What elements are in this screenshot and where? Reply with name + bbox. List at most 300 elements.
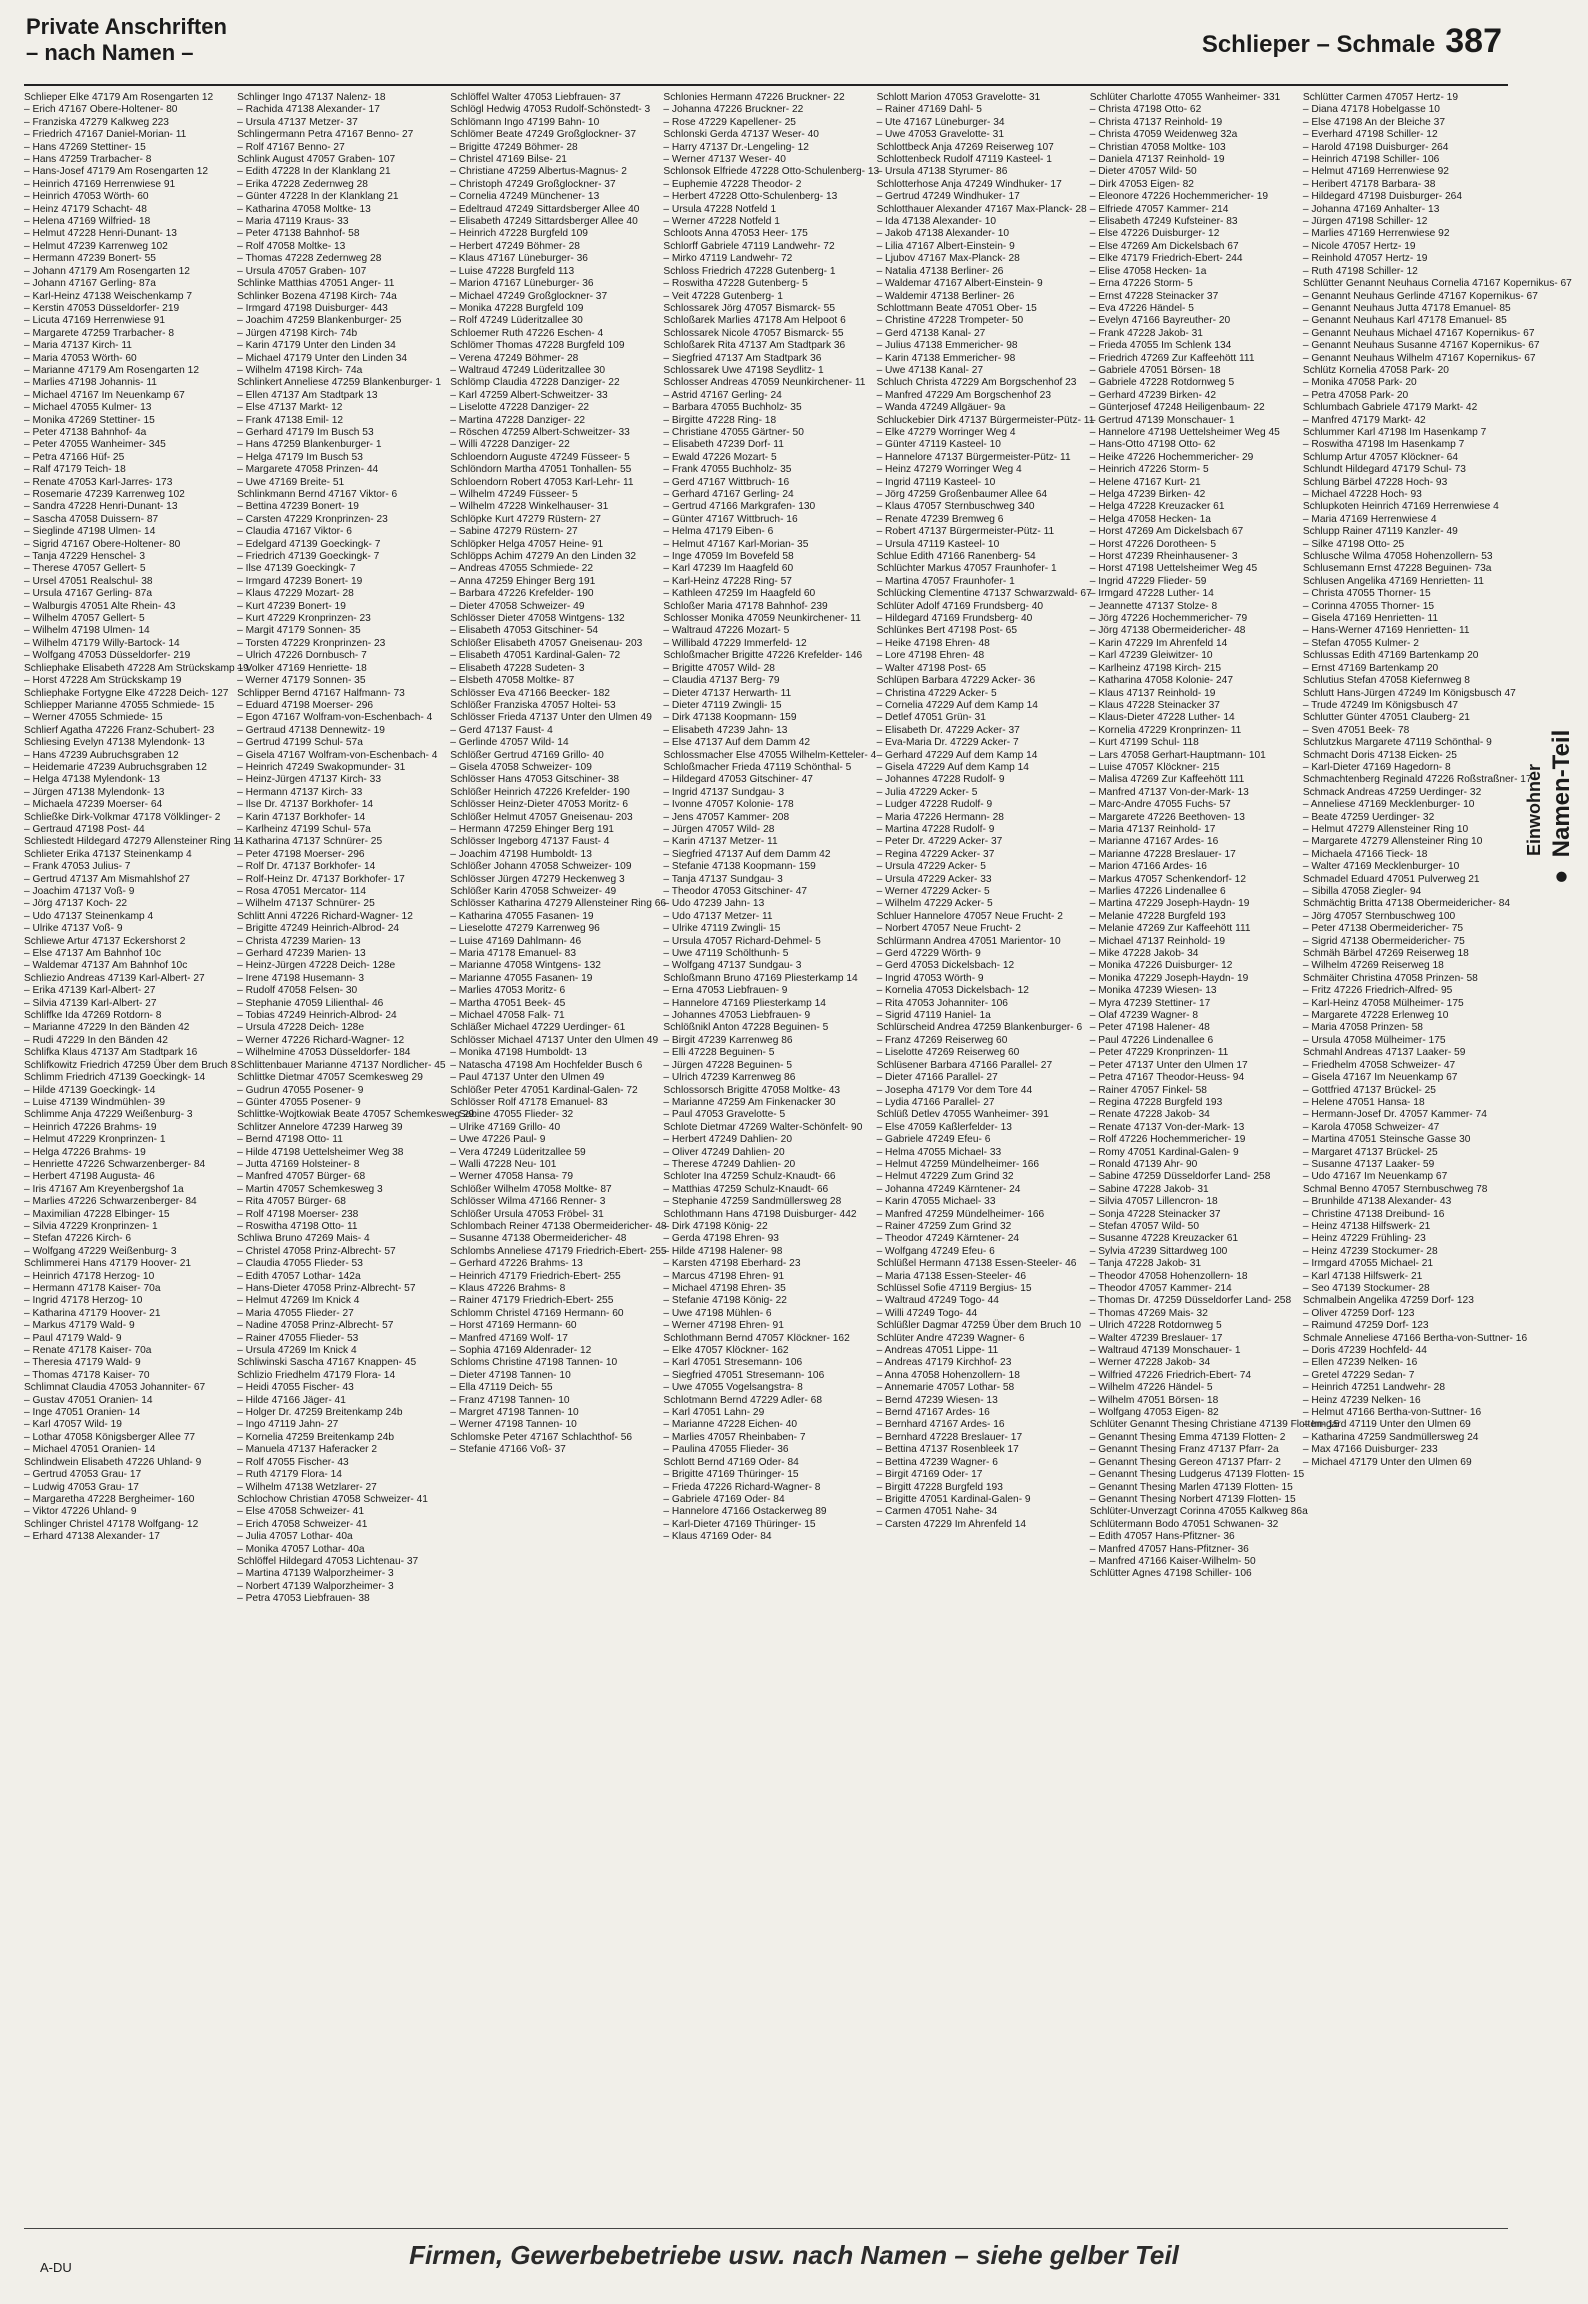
- directory-entry: – Norbert 47139 Walporzheimer- 3: [237, 1580, 394, 1592]
- directory-entry: – Marianne 47179 Am Rosengarten 12: [24, 364, 200, 376]
- directory-entry: – Heike 47198 Ehren- 48: [876, 637, 990, 649]
- directory-entry: – Dirk 47138 Koopmann- 159: [663, 712, 797, 724]
- directory-entry: – Ulrich 47228 Rotdornweg 5: [1089, 1320, 1222, 1332]
- page-header-left: [26, 14, 227, 66]
- directory-entry: – Lore 47198 Ehren- 48: [876, 650, 985, 662]
- directory-entry: – Heinrich 47228 Burgfeld 109: [450, 228, 588, 240]
- directory-entry: Schlupp Rainer 47119 Kanzler- 49: [1302, 526, 1458, 538]
- directory-entry: Schlösser Eva 47166 Beecker- 182: [450, 687, 610, 699]
- directory-entry: – Mirko 47119 Landwehr- 72: [663, 253, 793, 265]
- directory-entry: – Bernhard 47228 Breslauer- 17: [876, 1431, 1023, 1443]
- directory-entry: – Siegfried 47137 Am Stadtpark 36: [663, 352, 822, 364]
- directory-entry: – Monika 47228 Burgfeld 109: [450, 302, 584, 314]
- directory-entry: – Marion 47167 Lüneburger- 36: [450, 278, 594, 290]
- directory-entry: Schlonski Gerda 47137 Weser- 40: [663, 129, 819, 141]
- directory-entry: – Marlies 47169 Herrenwiese 92: [1302, 228, 1450, 240]
- directory-entry: – Egon 47167 Wolfram-von-Eschenbach- 4: [237, 712, 433, 724]
- directory-entry: – Friedrich 47269 Zur Kaffeehött 111: [1089, 352, 1255, 364]
- directory-entry: – Karin 47137 Borkhofer- 14: [237, 811, 366, 823]
- directory-entry: Schlöpps Achim 47279 An den Linden 32: [450, 551, 637, 563]
- directory-entry: – Karl-Dieter 47169 Thüringer- 15: [663, 1518, 816, 1530]
- directory-entry: – Susanne 47228 Kreuzacker 61: [1089, 1233, 1239, 1245]
- directory-entry: – Willibald 47229 Immerfeld- 12: [663, 637, 807, 649]
- directory-entry: – Julia 47229 Acker- 5: [876, 786, 978, 798]
- directory-entry: – Heinrich 47251 Landwehr- 28: [1302, 1382, 1445, 1394]
- directory-entry: – Ursula 47137 Metzer- 37: [237, 116, 358, 128]
- directory-entry: Schloßarek Rita 47137 Am Stadtpark 36: [663, 340, 846, 352]
- listing-column-6: [1089, 92, 1340, 2222]
- directory-entry: – Monika 47198 Humboldt- 13: [450, 1047, 587, 1059]
- directory-entry: Schlütz Kornelia 47058 Park- 20: [1302, 364, 1449, 376]
- directory-entry: – Sascha 47058 Duissern- 87: [24, 513, 159, 525]
- directory-entry: – Andreas 47051 Lippe- 11: [876, 1345, 999, 1357]
- directory-entry: – Karl 47051 Lahn- 29: [663, 1407, 765, 1419]
- directory-entry: – Gerd 47053 Dickelsbach- 12: [876, 960, 1015, 972]
- directory-entry: – Wilhelm 47229 Acker- 5: [876, 898, 993, 910]
- directory-entry: Schlussas Edith 47169 Bartenkamp 20: [1302, 650, 1479, 662]
- directory-entry: – Anna 47259 Ehinger Berg 191: [450, 575, 596, 587]
- directory-entry: – Anna 47058 Hohenzollern- 18: [876, 1369, 1020, 1381]
- directory-entry: – Waldemir 47138 Berliner- 26: [876, 290, 1015, 302]
- directory-entry: – Karl 47051 Stresemann- 106: [663, 1357, 803, 1369]
- directory-entry: – Gerhard 47179 Im Busch 53: [237, 426, 374, 438]
- directory-entry: – Helmut 47228 Henri-Dunant- 13: [24, 228, 177, 240]
- directory-entry: – Gerlinde 47057 Wild- 14: [450, 737, 569, 749]
- directory-entry: – Maria 47137 Reinhold- 17: [1089, 823, 1216, 835]
- directory-entry: – Gerd 47138 Kanal- 27: [876, 327, 986, 339]
- directory-entry: – Susanne 47137 Laaker- 59: [1302, 1158, 1435, 1170]
- directory-entry: – Ursula 47229 Acker- 33: [876, 873, 992, 885]
- directory-entry: – Uwe 47169 Breite- 51: [237, 476, 345, 488]
- directory-entry: – Karsten 47198 Eberhard- 23: [663, 1258, 801, 1270]
- directory-entry: – Doris 47239 Hochfeld- 44: [1302, 1345, 1427, 1357]
- directory-entry: Schlittenbauer Marianne 47137 Nordlicher- 45: [237, 1059, 446, 1071]
- directory-entry: – Elke 47279 Worringer Weg 4: [876, 426, 1016, 438]
- directory-entry: – Horst 47228 Am Strückskamp 19: [24, 675, 182, 687]
- directory-entry: – Eva-Maria Dr. 47229 Acker- 7: [876, 737, 1019, 749]
- directory-entry: – Gerhard 47229 Auf dem Kamp 14: [876, 749, 1038, 761]
- directory-entry: – Monika 47229 Joseph-Haydn- 19: [1089, 972, 1249, 984]
- directory-entry: – Gabriele 47051 Börsen- 18: [1089, 364, 1221, 376]
- directory-entry: – Viktor 47226 Uhland- 9: [24, 1506, 137, 1518]
- directory-entry: – Hans 47259 Trarbacher- 8: [24, 154, 152, 166]
- directory-entry: – Stefan 47226 Kirch- 6: [24, 1233, 132, 1245]
- directory-entry: – Karlheinz 47199 Schul- 57a: [237, 823, 371, 835]
- directory-entry: – Christiane 47259 Albertus-Magnus- 2: [450, 166, 627, 178]
- directory-entry: – Elfriede 47057 Kammer- 214: [1089, 203, 1229, 215]
- directory-entry: Schmahl Andreas 47137 Laaker- 59: [1302, 1047, 1466, 1059]
- directory-entry: – Jürgen 47198 Kirch- 74b: [237, 327, 358, 339]
- directory-entry: Schlösser Dieter 47058 Wintgens- 132: [450, 613, 625, 625]
- directory-entry: Schlusemann Ernst 47228 Beguinen- 73a: [1302, 563, 1492, 575]
- directory-entry: – Hilde 47198 Halener- 98: [663, 1245, 783, 1257]
- directory-entry: Schlossmacher Else 47055 Wilhelm-Ketteler- 4: [663, 749, 877, 761]
- directory-entry: Schlinkert Anneliese 47259 Blankenburger- 1: [237, 377, 442, 389]
- directory-entry: – Sigrid 47167 Obere-Holtener- 80: [24, 538, 181, 550]
- directory-entry: Schlüßel Hermann 47138 Essen-Steeler- 46: [876, 1258, 1077, 1270]
- directory-entry: – Wanda 47249 Allgäuer- 9a: [876, 402, 1006, 414]
- directory-entry: – Wolfgang 47053 Düsseldorfer- 219: [24, 650, 191, 662]
- directory-entry: – Johanna 47226 Bruckner- 22: [663, 104, 804, 116]
- directory-entry: Schlue Edith 47166 Ranenberg- 54: [876, 551, 1036, 563]
- directory-entry: – Elisabeth 47239 Dorf- 11: [663, 439, 784, 451]
- directory-entry: – Dieter 47166 Parallel- 27: [876, 1072, 998, 1084]
- directory-entry: – Horst 47226 Dorotheen- 5: [1089, 538, 1216, 550]
- directory-entry: – Christian 47058 Moltke- 103: [1089, 141, 1226, 153]
- directory-entry: Schmacht Doris 47138 Eicken- 25: [1302, 749, 1457, 761]
- directory-entry: Schlinger Christel 47178 Wolfgang- 12: [24, 1518, 199, 1530]
- directory-entry: – Martina 47228 Danziger- 22: [450, 414, 586, 426]
- directory-entry: – Kornelia 47229 Kronprinzen- 11: [1089, 724, 1242, 736]
- directory-entry: Schlipper Bernd 47167 Halfmann- 73: [237, 687, 405, 699]
- directory-entry: – Sylvia 47239 Sittardweg 100: [1089, 1245, 1228, 1257]
- directory-entry: Schloss Friedrich 47228 Gutenberg- 1: [663, 265, 836, 277]
- directory-entry: – Wolfgang 47229 Weißenburg- 3: [24, 1245, 177, 1257]
- directory-entry: – Dieter 47119 Zwingli- 15: [663, 699, 782, 711]
- directory-entry: – Jutta 47169 Holsteiner- 8: [237, 1158, 360, 1170]
- directory-entry: – Gertrud 47139 Monschauer- 1: [1089, 414, 1235, 426]
- directory-entry: – Helga 47226 Brahms- 19: [24, 1146, 146, 1158]
- directory-entry: Schlögl Hedwig 47053 Rudolf-Schönstedt- 3: [450, 104, 651, 116]
- directory-entry: Schlößer Ursula 47053 Fröbel- 31: [450, 1208, 604, 1220]
- directory-entry: Schlutter Günter 47051 Clauberg- 21: [1302, 712, 1470, 724]
- directory-entry: – Helmut 47167 Karl-Morian- 35: [663, 538, 809, 550]
- directory-entry: – Johanna 47169 Anhalter- 13: [1302, 203, 1440, 215]
- directory-entry: Schloendorn Robert 47053 Karl-Lehr- 11: [450, 476, 634, 488]
- directory-entry: – Luise 47169 Dahlmann- 46: [450, 935, 582, 947]
- directory-entry: Schlieter Erika 47137 Steinenkamp 4: [24, 848, 192, 860]
- directory-entry: Schlindwein Elisabeth 47226 Uhland- 9: [24, 1456, 202, 1468]
- directory-entry: – Genannt Neuhaus Jutta 47178 Emanuel- 85: [1302, 302, 1511, 314]
- directory-entry: – Paul 47226 Lindenallee 6: [1089, 1034, 1214, 1046]
- directory-entry: – Hans-Otto 47198 Otto- 62: [1089, 439, 1216, 451]
- directory-entry: – Heinz 47229 Frühling- 23: [1302, 1233, 1426, 1245]
- directory-entry: Schlößer Karin 47058 Schweizer- 49: [450, 886, 617, 897]
- directory-entry: – Oliver 47249 Dahlien- 20: [663, 1146, 785, 1158]
- directory-entry: – Renate 47178 Kaiser- 70a: [24, 1345, 152, 1357]
- directory-entry: – Michael 47058 Falk- 71: [450, 1010, 565, 1022]
- directory-entry: – Hans-Dieter 47058 Prinz-Albrecht- 57: [237, 1283, 416, 1294]
- directory-entry: – Bernd 47167 Ardes- 16: [876, 1407, 990, 1419]
- listing-column-2: [237, 92, 475, 2222]
- directory-entry: Schlonies Hermann 47226 Bruckner- 22: [663, 92, 845, 103]
- directory-entry: – Margarete 47226 Beethoven- 13: [1089, 811, 1245, 823]
- directory-entry: Schlüß Detlev 47055 Wanheimer- 391: [876, 1109, 1049, 1121]
- directory-entry: – Genannt Thesing Ludgerus 47139 Flotten- 15: [1089, 1469, 1305, 1481]
- directory-entry: – Martina 47229 Joseph-Haydn- 19: [1089, 898, 1250, 910]
- directory-entry: – Tanja 47228 Jakob- 31: [1089, 1258, 1202, 1270]
- directory-entry: Schlösser Wilma 47166 Renner- 3: [450, 1196, 606, 1208]
- directory-entry: – Irmgard 47119 Unter den Ulmen 69: [1302, 1419, 1471, 1431]
- directory-entry: Schliewe Artur 47137 Eckershorst 2: [24, 935, 186, 947]
- directory-entry: – Gerhard 47239 Birken- 42: [1089, 389, 1216, 401]
- directory-entry: – Rainer 47057 Finkel- 58: [1089, 1084, 1207, 1096]
- directory-entry: Schlottmann Beate 47051 Ober- 15: [876, 302, 1037, 314]
- directory-entry: – Manfred 47169 Wolf- 17: [450, 1332, 568, 1344]
- directory-entry: Schmal Benno 47057 Sternbuschweg 78: [1302, 1183, 1488, 1195]
- directory-entry: – Gabriele 47228 Rotdornweg 5: [1089, 377, 1235, 389]
- directory-entry: – Martina 47139 Walporzheimer- 3: [237, 1568, 394, 1580]
- directory-entry: Schlusen Angelika 47169 Henrietten- 11: [1302, 575, 1484, 587]
- directory-entry: – Gertrud 47137 Am Mismahlshof 27: [24, 873, 190, 885]
- directory-entry: – Silvia 47139 Karl-Albert- 27: [24, 997, 157, 1009]
- directory-entry: – Elli 47228 Beguinen- 5: [663, 1047, 775, 1059]
- directory-entry: Schlüter Charlotte 47055 Wanheimer- 331: [1089, 92, 1281, 103]
- directory-entry: Schlothmann Hans 47198 Duisburger- 442: [663, 1208, 857, 1220]
- directory-entry: – Maria 47053 Wörth- 60: [24, 352, 137, 364]
- directory-entry: – Genannt Thesing Emma 47139 Flotten- 2: [1089, 1431, 1286, 1443]
- directory-entry: – Klaus 47229 Mozart- 28: [237, 588, 354, 600]
- directory-entry: Schlimmerei Hans 47179 Hoover- 21: [24, 1258, 192, 1270]
- directory-entry: – Andreas 47055 Schmiede- 22: [450, 563, 594, 575]
- directory-entry: – Johann 47167 Gerling- 87a: [24, 278, 156, 290]
- directory-entry: Schlitt Anni 47226 Richard-Wagner- 12: [237, 910, 413, 922]
- directory-entry: – Edeltraud 47249 Sittardsberger Allee 40: [450, 203, 640, 215]
- directory-entry: Schlößer Johann 47058 Schweizer- 109: [450, 861, 632, 873]
- directory-entry: – Uwe 47138 Kanal- 27: [876, 364, 984, 376]
- directory-entry: – Heinrich 47226 Brahms- 19: [24, 1121, 157, 1133]
- directory-entry: – Markus 47057 Schenkendorf- 12: [1089, 873, 1247, 885]
- directory-entry: – Walli 47228 Neu- 101: [450, 1158, 557, 1170]
- directory-entry: – Edelgard 47139 Goeckingk- 7: [237, 538, 381, 550]
- directory-entry: – Manfred 47259 Mündelheimer- 166: [876, 1208, 1045, 1220]
- directory-entry: Schlorff Gabriele 47119 Landwehr- 72: [663, 240, 835, 252]
- directory-entry: – Walburgis 47051 Alte Rhein- 43: [24, 600, 176, 612]
- directory-entry: – Edith 47057 Hans-Pfitzner- 36: [1089, 1531, 1235, 1543]
- directory-entry: – Genannt Neuhaus Wilhelm 47167 Kopernikus- 67: [1302, 352, 1536, 364]
- directory-entry: – Helena 47169 Wilfried- 18: [24, 216, 151, 228]
- directory-entry: – Ingrid 47178 Herzog- 10: [24, 1295, 143, 1307]
- directory-entry: – Heinrich 47178 Herzog- 10: [24, 1270, 155, 1282]
- directory-entry: – Michael 47198 Ehren- 35: [663, 1283, 786, 1294]
- directory-entry: – Johannes 47228 Rudolf- 9: [876, 774, 1005, 786]
- directory-entry: Schlombs Anneliese 47179 Friedrich-Ebert- 255: [450, 1245, 667, 1257]
- directory-entry: – Heike 47226 Hochemmericher- 29: [1089, 451, 1254, 463]
- directory-entry: Schloßarek Marlies 47178 Am Helpoot 6: [663, 315, 846, 327]
- directory-entry: – Jeannette 47137 Stolze- 8: [1089, 600, 1218, 612]
- directory-entry: – Klaus 47057 Sternbuschweg 340: [876, 501, 1035, 513]
- directory-entry: – Cornelia 47229 Auf dem Kamp 14: [876, 699, 1038, 711]
- directory-entry: – Wilhelm 47226 Händel- 5: [1089, 1382, 1213, 1394]
- directory-entry: – Sandra 47228 Henri-Dunant- 13: [24, 501, 178, 513]
- directory-entry: – Joachim 47137 Voß- 9: [24, 886, 135, 897]
- directory-entry: Schlösser Ingeborg 47137 Faust- 4: [450, 836, 610, 848]
- directory-entry: – Heinz 47179 Schacht- 48: [24, 203, 147, 215]
- directory-entry: – Eleonore 47226 Hochemmericher- 19: [1089, 191, 1269, 203]
- directory-entry: – Frank 47138 Emil- 12: [237, 414, 344, 426]
- directory-entry: – Heidi 47055 Fischer- 43: [237, 1382, 354, 1394]
- directory-entry: – Robert 47137 Bürgermeister-Pütz- 11: [876, 526, 1055, 538]
- directory-entry: – Michael 47228 Hoch- 93: [1302, 489, 1422, 500]
- directory-entry: – Elke 47057 Klöckner- 162: [663, 1345, 789, 1357]
- footer-divider: [24, 2228, 1508, 2229]
- directory-entry: – Nicole 47057 Hertz- 19: [1302, 240, 1416, 252]
- directory-entry: – Ursula 47058 Mülheimer- 175: [1302, 1034, 1446, 1046]
- directory-entry: – Heinz 47239 Nelken- 16: [1302, 1394, 1421, 1406]
- directory-entry: – Brigitte 47169 Thüringer- 15: [663, 1469, 799, 1481]
- directory-entry: – Udo 47137 Metzer- 11: [663, 910, 773, 922]
- directory-entry: – Marianne 47228 Eichen- 40: [663, 1419, 798, 1431]
- directory-entry: – Kurt 47239 Bonert- 19: [237, 600, 346, 612]
- directory-entry: – Karola 47058 Schweizer- 47: [1302, 1121, 1440, 1133]
- directory-entry: Schlößer Wilhelm 47058 Moltke- 87: [450, 1183, 612, 1195]
- directory-entry: – Johannes 47053 Liebfrauen- 9: [663, 1010, 811, 1022]
- directory-entry: – Josepha 47179 Vor dem Tore 44: [876, 1084, 1033, 1096]
- directory-entry: – Horst 47239 Rheinhausener- 3: [1089, 551, 1238, 563]
- directory-entry: – Uwe 47119 Schölthunh- 5: [663, 948, 789, 960]
- directory-entry: Schlombach Reiner 47138 Obermeidericher- 48: [450, 1220, 667, 1232]
- directory-entry: Schlüssel Sofie 47119 Bergius- 15: [876, 1283, 1032, 1294]
- directory-entry: – Wolfgang 47249 Efeu- 6: [876, 1245, 995, 1257]
- directory-entry: Schlößer Elisabeth 47057 Gneisenau- 203: [450, 637, 643, 649]
- directory-entry: – Bettina 47239 Bonert- 19: [237, 501, 359, 513]
- directory-entry: – Elisabeth 47249 Sittardsberger Allee 40: [450, 216, 638, 228]
- directory-entry: – Margarete 47058 Prinzen- 44: [237, 464, 379, 476]
- directory-entry: – Friedrich 47139 Goeckingk- 7: [237, 551, 380, 563]
- directory-entry: – Brigitte 47249 Heinrich-Albrod- 24: [237, 923, 400, 935]
- directory-entry: – Gerd 47167 Wittbruch- 16: [663, 476, 790, 488]
- directory-entry: – Manfred 47229 Am Borgschenhof 23: [876, 389, 1051, 401]
- directory-entry: – Luise 47139 Windmühlen- 39: [24, 1096, 166, 1108]
- directory-entry: – Ralf 47179 Teich- 18: [24, 464, 126, 476]
- directory-entry: – Stephanie 47259 Sandmüllersweg 28: [663, 1196, 842, 1208]
- directory-entry: – Waltraud 47139 Monschauer- 1: [1089, 1345, 1241, 1357]
- directory-entry: – Else 47269 Am Dickelsbach 67: [1089, 240, 1239, 252]
- directory-entry: – Karin 47179 Unter den Linden 34: [237, 340, 396, 352]
- directory-entry: – Ursula 47228 Deich- 128e: [237, 1022, 364, 1034]
- directory-entry: – Roswitha 47228 Gutenberg- 5: [663, 278, 808, 290]
- directory-entry: Schlöpker Helga 47057 Heine- 91: [450, 538, 604, 550]
- directory-entry: – Werner 47058 Hansa- 79: [450, 1171, 573, 1183]
- directory-entry: – Katharina 47058 Moltke- 13: [237, 203, 371, 215]
- directory-entry: – Lars 47058 Gerhart-Hauptmann- 101: [1089, 749, 1266, 761]
- directory-entry: – Genannt Thesing Norbert 47139 Flotten- 15: [1089, 1493, 1296, 1505]
- directory-entry: – Marlies 47053 Moritz- 6: [450, 985, 566, 997]
- directory-entry: – Genannt Thesing Franz 47137 Pfarr- 2a: [1089, 1444, 1279, 1456]
- directory-entry: – Bernd 47198 Otto- 11: [237, 1134, 343, 1146]
- directory-entry: – Helma 47179 Eiben- 6: [663, 526, 774, 538]
- directory-entry: Schliephake Elisabeth 47228 Am Strückskamp 19: [24, 662, 249, 674]
- directory-entry: – Theodor 47249 Kärntener- 24: [876, 1233, 1020, 1245]
- directory-entry: – Sabine 47279 Rüstern- 27: [450, 526, 578, 538]
- directory-entry: – Maria 47055 Flieder- 27: [237, 1307, 354, 1319]
- directory-entry: – Irmgard 47228 Luther- 14: [1089, 588, 1214, 600]
- directory-entry: Schluckebier Dirk 47137 Bürgermeister-Pütz- 11: [876, 414, 1095, 426]
- directory-entry: – Ludger 47228 Rudolf- 9: [876, 799, 993, 811]
- header-subtitle: – nach Namen –: [26, 40, 194, 65]
- directory-entry: – Rudolf 47058 Felsen- 30: [237, 985, 358, 997]
- directory-entry: – Helma 47055 Michael- 33: [876, 1146, 1002, 1158]
- directory-entry: – Rolf 47167 Benno- 27: [237, 141, 345, 153]
- directory-entry: – Malisa 47269 Zur Kaffeehött 111: [1089, 774, 1245, 786]
- directory-entry: Schloemer Ruth 47226 Eschen- 4: [450, 327, 604, 339]
- directory-entry: Schlott Marion 47053 Gravelotte- 31: [876, 92, 1041, 103]
- directory-entry: – Tanja 47229 Henschel- 3: [24, 551, 146, 563]
- directory-entry: – Frank 47053 Julius- 7: [24, 861, 131, 873]
- directory-entry: – Barbara 47226 Krefelder- 190: [450, 588, 594, 600]
- directory-entry: – Werner 47179 Sonnen- 35: [237, 675, 366, 687]
- directory-entry: – Wolfgang 47137 Sundgau- 3: [663, 960, 802, 972]
- directory-entry: – Hildegard 47169 Frundsberg- 40: [876, 613, 1033, 625]
- directory-entry: Schlösser Hans 47053 Gitschiner- 38: [450, 774, 620, 786]
- directory-entry: – Walter 47198 Post- 65: [876, 662, 987, 674]
- directory-entry: – Else 47226 Duisburger- 12: [1089, 228, 1220, 240]
- directory-entry: – Margaretha 47228 Bergheimer- 160: [24, 1493, 195, 1505]
- directory-entry: – Sabine 47055 Flieder- 32: [450, 1109, 574, 1121]
- directory-entry: – Ruth 47179 Flora- 14: [237, 1469, 342, 1481]
- directory-entry: – Stefanie 47198 König- 22: [663, 1295, 787, 1307]
- directory-entry: – Helga 47179 Im Busch 53: [237, 451, 363, 463]
- directory-entry: – Helmut 47259 Mündelheimer- 166: [876, 1158, 1040, 1170]
- directory-entry: – Hannelore 47137 Bürgermeister-Pütz- 11: [876, 451, 1071, 463]
- directory-entry: Schlosser Andreas 47059 Neunkirchener- 11: [663, 377, 866, 389]
- side-tab-label-residents: Einwohner: [1524, 764, 1544, 857]
- directory-entry: – Veit 47228 Gutenberg- 1: [663, 290, 783, 302]
- directory-entry: – Karl 47239 Gleiwitzer- 10: [1089, 650, 1213, 662]
- directory-entry: – Bernhard 47167 Ardes- 16: [876, 1419, 1005, 1431]
- directory-entry: – Ursula 47269 Im Knick 4: [237, 1345, 357, 1357]
- directory-entry: – Maximilian 47228 Elbinger- 15: [24, 1208, 170, 1220]
- directory-entry: – Horst 47198 Uettelsheimer Weg 45: [1089, 563, 1258, 575]
- directory-entry: – Monika 47057 Lothar- 40a: [237, 1543, 365, 1555]
- directory-entry: – Peter Dr. 47229 Acker- 37: [876, 836, 1003, 848]
- directory-entry: – Gerhard 47239 Marien- 13: [237, 948, 366, 960]
- directory-entry: – Licuta 47169 Herrenwiese 91: [24, 315, 166, 327]
- directory-entry: – Birgit 47169 Oder- 17: [876, 1469, 983, 1481]
- directory-entry: – Günter 47228 In der Klanklang 21: [237, 191, 399, 203]
- directory-entry: – Irene 47198 Husemann- 3: [237, 972, 365, 984]
- directory-entry: – Lothar 47058 Königsberger Allee 77: [24, 1431, 196, 1443]
- directory-entry: – Detlef 47051 Grün- 31: [876, 712, 986, 724]
- directory-entry: – Heinrich 47249 Swakopmunder- 31: [237, 761, 406, 773]
- directory-entry: – Erna 47053 Liebfrauen- 9: [663, 985, 788, 997]
- directory-entry: – Theodor 47057 Kammer- 214: [1089, 1283, 1232, 1294]
- directory-entry: Schlotthauer Alexander 47167 Max-Planck- 28: [876, 203, 1087, 215]
- directory-entry: – Helmut 47166 Bertha-von-Suttner- 16: [1302, 1407, 1482, 1419]
- directory-entry: – Genannt Neuhaus Gerlinde 47167 Kopernikus- 67: [1302, 290, 1538, 302]
- page-header-right: [1202, 22, 1502, 61]
- listing-column-1: [24, 92, 249, 2222]
- directory-entry: – Eduard 47198 Moerser- 296: [237, 699, 374, 711]
- directory-entry: – Sven 47051 Beek- 78: [1302, 724, 1410, 736]
- directory-entry: – Stefan 47055 Kulmer- 2: [1302, 637, 1419, 649]
- directory-entry: – Ulrike 47169 Grillo- 40: [450, 1121, 561, 1133]
- directory-entry: – Norbert 47057 Neue Frucht- 2: [876, 923, 1021, 935]
- directory-entry: – Helene 47167 Kurt- 21: [1089, 476, 1201, 488]
- directory-entry: – Hans-Werner 47169 Henrietten- 11: [1302, 625, 1470, 637]
- directory-entry: – Helmut 47169 Herrenwiese 92: [1302, 166, 1449, 178]
- directory-entry: – Werner 47229 Acker- 5: [876, 886, 990, 897]
- directory-entry: Schlinkmann Bernd 47167 Viktor- 6: [237, 489, 398, 500]
- header-divider: [24, 84, 1508, 86]
- directory-entry: – Hannelore 47198 Uettelsheimer Weg 45: [1089, 426, 1280, 438]
- directory-entry: – Herbert 47249 Dahlien- 20: [663, 1134, 792, 1146]
- directory-entry: – Manfred 47057 Hans-Pfitzner- 36: [1089, 1543, 1249, 1555]
- directory-entry: – Monika 47058 Park- 20: [1302, 377, 1417, 389]
- directory-entry: – Paulina 47055 Flieder- 36: [663, 1444, 789, 1456]
- directory-entry: – Ivonne 47057 Kolonie- 178: [663, 799, 794, 811]
- directory-entry: – Mike 47228 Jakob- 34: [1089, 948, 1199, 960]
- directory-entry: – Genannt Thesing Gereon 47137 Pfarr- 2: [1089, 1456, 1281, 1468]
- directory-entry: – Brunhilde 47138 Alexander- 43: [1302, 1196, 1452, 1208]
- directory-entry: – Ulrich 47239 Karrenweg 86: [663, 1072, 796, 1084]
- directory-entry: – Gisela 47169 Henrietten- 11: [1302, 613, 1439, 625]
- directory-entry: – Stefanie 47138 Koopmann- 159: [663, 861, 816, 873]
- directory-entry: – Rolf 47198 Moerser- 238: [237, 1208, 359, 1220]
- directory-entry: Schlösser Michael 47137 Unter den Ulmen 49: [450, 1034, 659, 1046]
- listing-column-4: [663, 92, 880, 2222]
- directory-entry: Schlüsener Barbara 47166 Parallel- 27: [876, 1059, 1053, 1071]
